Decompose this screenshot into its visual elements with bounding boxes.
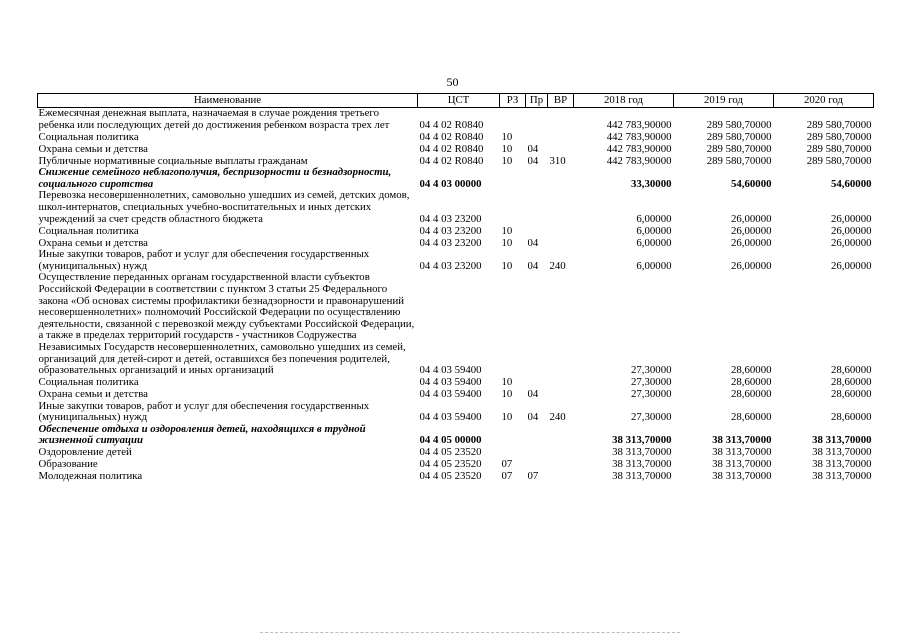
budget-table	[37, 93, 874, 483]
row-2020-cell: 28,60000	[831, 376, 872, 389]
row-name-cell: Охрана семьи и детства	[38, 236, 148, 249]
row-2018-cell: 442 783,90000	[606, 142, 672, 155]
row-name-cell: Публичные нормативные социальные выплаты гражданам	[38, 154, 308, 167]
row-rz-cell	[500, 190, 526, 225]
row-2020-cell: 28,60000	[831, 388, 872, 401]
row-vr-cell	[548, 471, 574, 483]
row-2018-cell: 442 783,90000	[606, 130, 672, 143]
table-row	[38, 167, 874, 190]
row-pr-cell	[526, 131, 548, 143]
row-2020-cell: 26,00000	[831, 224, 872, 237]
row-pr-cell	[526, 225, 548, 237]
row-name-cell: Образование	[38, 458, 98, 471]
row-2019-cell: 28,60000	[731, 376, 772, 389]
row-name-cell: Социальная политика	[38, 224, 139, 237]
row-2020-cell: 38 313,70000	[812, 434, 872, 447]
row-name-cell: Оздоровление детей	[38, 446, 132, 459]
row-cst-cell: 04 4 03 59400	[419, 411, 482, 424]
row-name-cell: Иные закупки товаров, работ и услуг для обеспечения государственных (муниципальных) нужд	[38, 399, 370, 424]
row-name-cell: Охрана семьи и детства	[38, 142, 148, 155]
row-name-cell: Осуществление переданных органам государственной власти субъектов Российской Федерации в соответствии с пунктом 3 статьи 25 Федерального закона «Об основах системы профилактики безнадзорности и правонарушений несовершеннолетних» полномочий Российской Федерации по осуществлению деятельности, связанной с перевозкой между субъектами Российской Федерации, а также в пределах территорий государств - участников Содружества Независимых Государств несовершеннолетних, самовольно ушедших из семей, организаций для детей-сирот и детей, оставшихся без попечения родителей, образовательных организаций и иных организаций	[38, 271, 415, 377]
row-2018-cell: 27,30000	[631, 364, 672, 377]
row-vr-cell	[548, 272, 574, 376]
row-2020-cell: 26,00000	[831, 259, 872, 272]
row-2018-cell: 442 783,90000	[606, 154, 672, 167]
table-row	[38, 377, 874, 389]
row-2019-cell: 38 313,70000	[712, 446, 772, 459]
row-vr-cell	[548, 377, 574, 389]
row-vr-cell	[548, 424, 574, 447]
row-2018-cell: 442 783,90000	[606, 118, 672, 131]
col-header-pr: Пр	[526, 94, 548, 108]
table-row	[38, 459, 874, 471]
row-name-cell: Охрана семьи и детства	[38, 388, 148, 401]
row-pr-cell: 04	[527, 388, 539, 401]
row-rz-cell: 10	[501, 388, 513, 401]
row-cst-cell: 04 4 03 23200	[419, 259, 482, 272]
row-2018-cell: 38 313,70000	[612, 470, 672, 483]
row-2019-cell: 289 580,70000	[706, 154, 772, 167]
row-cst-cell: 04 4 02 R0840	[419, 130, 484, 143]
row-vr-cell	[548, 131, 574, 143]
row-2019-cell: 26,00000	[731, 224, 772, 237]
row-2018-cell: 6,00000	[636, 212, 672, 225]
row-2019-cell: 289 580,70000	[706, 142, 772, 155]
row-rz-cell: 10	[501, 130, 513, 143]
row-2018-cell: 6,00000	[636, 259, 672, 272]
row-vr-cell	[548, 190, 574, 225]
table-row	[38, 108, 874, 132]
row-2019-cell: 38 313,70000	[712, 458, 772, 471]
row-2018-cell: 38 313,70000	[612, 446, 672, 459]
row-2019-cell: 38 313,70000	[712, 434, 772, 447]
table-body	[38, 108, 874, 484]
row-cst-cell: 04 4 05 23520	[419, 458, 482, 471]
row-name-cell: Молодежная политика	[38, 470, 143, 483]
row-pr-cell	[526, 447, 548, 459]
row-vr-cell	[548, 167, 574, 190]
row-pr-cell: 04	[527, 236, 539, 249]
row-2020-cell: 28,60000	[831, 411, 872, 424]
row-cst-cell: 04 4 02 R0840	[419, 142, 484, 155]
row-pr-cell: 04	[527, 154, 539, 167]
row-rz-cell: 10	[501, 236, 513, 249]
row-2019-cell: 38 313,70000	[712, 470, 772, 483]
row-vr-cell	[548, 237, 574, 249]
row-cst-cell: 04 4 03 59400	[419, 376, 482, 389]
row-vr-cell	[548, 389, 574, 401]
col-header-2020: 2020 год	[774, 94, 874, 108]
row-pr-cell: 04	[527, 411, 539, 424]
col-header-2018: 2018 год	[574, 94, 674, 108]
row-vr-cell	[548, 225, 574, 237]
row-pr-cell	[526, 108, 548, 132]
row-rz-cell: 10	[501, 154, 513, 167]
table-header	[38, 94, 874, 108]
row-2019-cell: 289 580,70000	[706, 130, 772, 143]
row-cst-cell: 04 4 03 00000	[419, 177, 482, 190]
row-2020-cell: 54,60000	[831, 177, 872, 190]
row-vr-cell: 240	[549, 259, 566, 272]
row-vr-cell	[548, 459, 574, 471]
table-row	[38, 389, 874, 401]
row-2018-cell: 27,30000	[631, 411, 672, 424]
row-name-cell: Обеспечение отдыха и оздоровления детей, находящихся в трудной жизненной ситуации	[38, 422, 366, 447]
table-row	[38, 190, 874, 225]
row-2020-cell: 289 580,70000	[806, 154, 872, 167]
row-2020-cell: 38 313,70000	[812, 458, 872, 471]
row-2019-cell: 26,00000	[731, 212, 772, 225]
row-cst-cell: 04 4 05 23520	[419, 446, 482, 459]
row-cst-cell: 04 4 03 23200	[419, 212, 482, 225]
row-rz-cell	[500, 447, 526, 459]
row-pr-cell	[526, 424, 548, 447]
table-row	[38, 471, 874, 483]
row-2020-cell: 289 580,70000	[806, 142, 872, 155]
row-rz-cell	[500, 167, 526, 190]
row-cst-cell: 04 4 03 59400	[419, 388, 482, 401]
row-2019-cell: 26,00000	[731, 259, 772, 272]
table-row	[38, 272, 874, 376]
row-2019-cell: 26,00000	[731, 236, 772, 249]
table-row	[38, 143, 874, 155]
row-2020-cell: 289 580,70000	[806, 130, 872, 143]
row-2018-cell: 38 313,70000	[612, 458, 672, 471]
row-cst-cell: 04 4 02 R0840	[419, 118, 484, 131]
row-pr-cell	[526, 272, 548, 376]
row-2018-cell: 38 313,70000	[612, 434, 672, 447]
row-pr-cell	[526, 377, 548, 389]
row-pr-cell	[526, 190, 548, 225]
table-row	[38, 424, 874, 447]
row-cst-cell: 04 4 02 R0840	[419, 154, 484, 167]
row-rz-cell: 10	[501, 259, 513, 272]
col-header-2019: 2019 год	[674, 94, 774, 108]
scan-artifact-line	[260, 632, 680, 634]
row-2019-cell: 28,60000	[731, 364, 772, 377]
table-row	[38, 225, 874, 237]
row-rz-cell	[500, 108, 526, 132]
table-row	[38, 401, 874, 424]
row-name-cell: Снижение семейного неблагополучия, беспризорности и безнадзорности, социального сиротства	[38, 166, 392, 190]
col-header-cst: ЦСТ	[418, 94, 500, 108]
row-name-cell: Иные закупки товаров, работ и услуг для обеспечения государственных (муниципальных) нужд	[38, 248, 370, 272]
row-rz-cell: 10	[501, 376, 513, 389]
row-rz-cell: 10	[501, 411, 513, 424]
row-name-cell: Социальная политика	[38, 130, 139, 143]
row-2019-cell: 28,60000	[731, 388, 772, 401]
row-cst-cell: 04 4 05 00000	[419, 434, 482, 447]
row-2018-cell: 6,00000	[636, 236, 672, 249]
table-row	[38, 447, 874, 459]
row-2019-cell: 54,60000	[731, 177, 772, 190]
row-2020-cell: 38 313,70000	[812, 446, 872, 459]
row-vr-cell	[548, 108, 574, 132]
row-pr-cell: 04	[527, 259, 539, 272]
row-vr-cell	[548, 143, 574, 155]
row-2019-cell: 289 580,70000	[706, 118, 772, 131]
row-pr-cell	[526, 459, 548, 471]
row-2018-cell: 27,30000	[631, 376, 672, 389]
row-rz-cell	[500, 272, 526, 376]
col-header-name: Наименование	[38, 94, 418, 108]
row-name-cell: Перевозка несовершеннолетних, самовольно ушедших из семей, детских домов, школ-интернатов, специальных учебно-воспитательных и иных детских учреждений за счет средств областного бюджета	[38, 189, 410, 225]
row-rz-cell: 07	[501, 458, 513, 471]
table-row	[38, 131, 874, 143]
row-2020-cell: 26,00000	[831, 212, 872, 225]
row-cst-cell: 04 4 05 23520	[419, 470, 482, 483]
row-name-cell: Социальная политика	[38, 376, 139, 389]
row-rz-cell	[500, 424, 526, 447]
row-rz-cell: 10	[501, 142, 513, 155]
table-row	[38, 249, 874, 272]
row-vr-cell: 240	[549, 411, 566, 424]
row-cst-cell: 04 4 03 23200	[419, 224, 482, 237]
row-2019-cell: 28,60000	[731, 411, 772, 424]
row-rz-cell: 10	[501, 224, 513, 237]
row-cst-cell: 04 4 03 59400	[419, 364, 482, 377]
col-header-rz: РЗ	[500, 94, 526, 108]
row-pr-cell	[526, 167, 548, 190]
row-2020-cell: 38 313,70000	[812, 470, 872, 483]
row-vr-cell: 310	[549, 154, 566, 167]
row-2018-cell: 33,30000	[631, 177, 672, 190]
row-2020-cell: 289 580,70000	[806, 118, 872, 131]
page-number: 50	[446, 75, 459, 89]
row-vr-cell	[548, 447, 574, 459]
row-cst-cell: 04 4 03 23200	[419, 236, 482, 249]
row-pr-cell: 07	[527, 470, 539, 483]
row-2020-cell: 28,60000	[831, 364, 872, 377]
row-name-cell: Ежемесячная денежная выплата, назначаемая в случае рождения третьего ребенка или последующих детей до достижения ребенком возраста трех лет	[38, 107, 390, 131]
row-rz-cell: 07	[501, 470, 513, 483]
row-2020-cell: 26,00000	[831, 236, 872, 249]
row-2018-cell: 6,00000	[636, 224, 672, 237]
row-2018-cell: 27,30000	[631, 388, 672, 401]
col-header-vr: ВР	[548, 94, 574, 108]
row-pr-cell: 04	[527, 142, 539, 155]
